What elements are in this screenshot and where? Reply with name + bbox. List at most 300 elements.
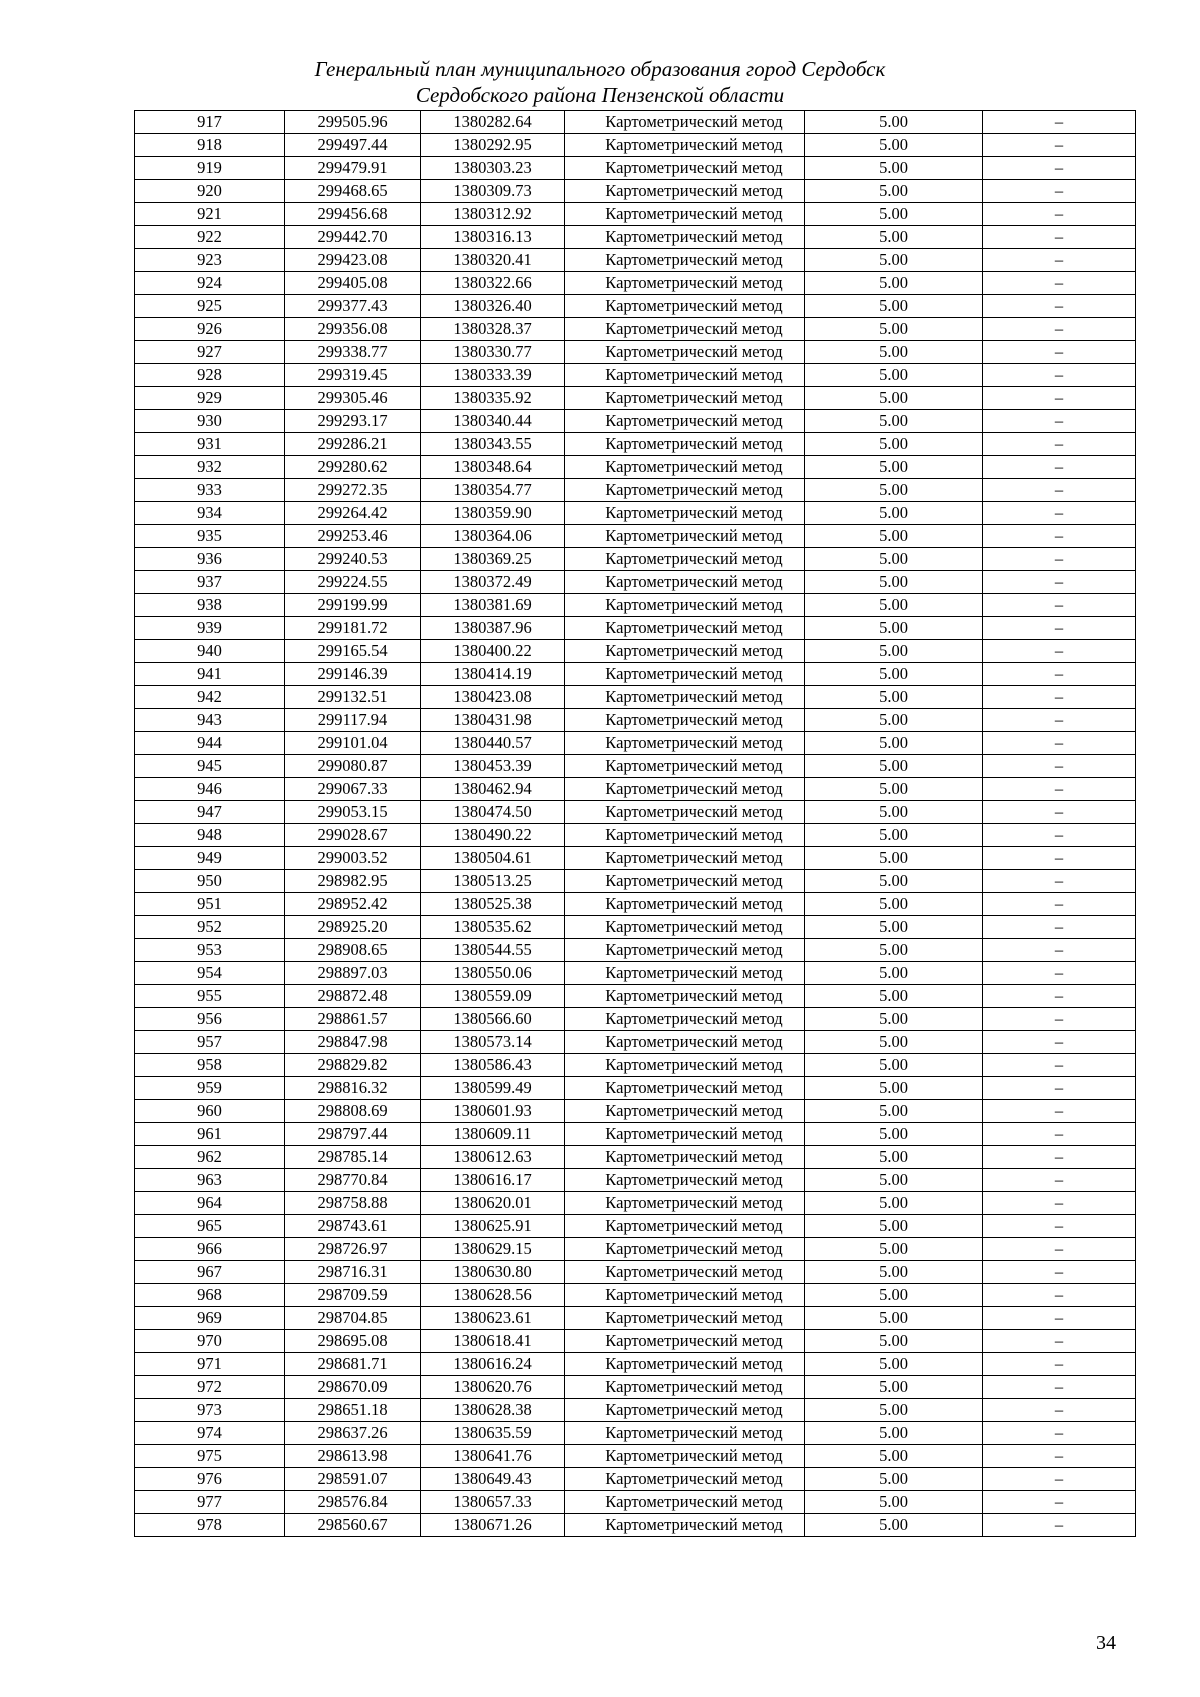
note-cell: – <box>983 1307 1136 1330</box>
note-cell: – <box>983 1100 1136 1123</box>
table-row <box>135 1422 1136 1445</box>
point-number-cell: 923 <box>135 249 285 272</box>
table-row <box>135 1100 1136 1123</box>
point-number-cell: 938 <box>135 594 285 617</box>
y-coordinate-cell: 1380330.77 <box>421 341 565 364</box>
table-row <box>135 1514 1136 1537</box>
header-title-line1: Генеральный план муниципального образования город Сердобск <box>314 57 886 81</box>
accuracy-cell: 5.00 <box>805 479 983 502</box>
note-cell: – <box>983 1491 1136 1514</box>
accuracy-cell: 5.00 <box>805 1422 983 1445</box>
note-cell: – <box>983 985 1136 1008</box>
note-cell: – <box>983 1215 1136 1238</box>
point-number-cell: 962 <box>135 1146 285 1169</box>
method-cell: Картометрический метод <box>565 1238 805 1261</box>
table-row <box>135 594 1136 617</box>
accuracy-cell: 5.00 <box>805 686 983 709</box>
y-coordinate-cell: 1380635.59 <box>421 1422 565 1445</box>
x-coordinate-cell: 298695.08 <box>285 1330 421 1353</box>
note-cell: – <box>983 617 1136 640</box>
table-row <box>135 686 1136 709</box>
y-coordinate-cell: 1380322.66 <box>421 272 565 295</box>
table-row <box>135 1146 1136 1169</box>
table-row <box>135 824 1136 847</box>
point-number-cell: 944 <box>135 732 285 755</box>
accuracy-cell: 5.00 <box>805 456 983 479</box>
method-cell: Картометрический метод <box>565 525 805 548</box>
note-cell: – <box>983 1353 1136 1376</box>
method-cell: Картометрический метод <box>565 640 805 663</box>
x-coordinate-cell: 299423.08 <box>285 249 421 272</box>
accuracy-cell: 5.00 <box>805 571 983 594</box>
method-cell: Картометрический метод <box>565 755 805 778</box>
point-number-cell: 961 <box>135 1123 285 1146</box>
method-cell: Картометрический метод <box>565 318 805 341</box>
note-cell: – <box>983 732 1136 755</box>
point-number-cell: 926 <box>135 318 285 341</box>
table-row <box>135 709 1136 732</box>
table-row <box>135 203 1136 226</box>
point-number-cell: 949 <box>135 847 285 870</box>
accuracy-cell: 5.00 <box>805 433 983 456</box>
y-coordinate-cell: 1380618.41 <box>421 1330 565 1353</box>
note-cell: – <box>983 1468 1136 1491</box>
method-cell: Картометрический метод <box>565 1054 805 1077</box>
y-coordinate-cell: 1380544.55 <box>421 939 565 962</box>
note-cell: – <box>983 1238 1136 1261</box>
y-coordinate-cell: 1380414.19 <box>421 663 565 686</box>
x-coordinate-cell: 299146.39 <box>285 663 421 686</box>
table-row <box>135 1169 1136 1192</box>
method-cell: Картометрический метод <box>565 180 805 203</box>
point-number-cell: 952 <box>135 916 285 939</box>
x-coordinate-cell: 299356.08 <box>285 318 421 341</box>
method-cell: Картометрический метод <box>565 1330 805 1353</box>
table-row <box>135 456 1136 479</box>
table-row <box>135 617 1136 640</box>
point-number-cell: 957 <box>135 1031 285 1054</box>
accuracy-cell: 5.00 <box>805 1399 983 1422</box>
y-coordinate-cell: 1380340.44 <box>421 410 565 433</box>
method-cell: Картометрический метод <box>565 1353 805 1376</box>
x-coordinate-cell: 299253.46 <box>285 525 421 548</box>
table-row <box>135 1284 1136 1307</box>
y-coordinate-cell: 1380630.80 <box>421 1261 565 1284</box>
method-cell: Картометрический метод <box>565 1399 805 1422</box>
method-cell: Картометрический метод <box>565 364 805 387</box>
x-coordinate-cell: 298952.42 <box>285 893 421 916</box>
note-cell: – <box>983 824 1136 847</box>
method-cell: Картометрический метод <box>565 1468 805 1491</box>
table-row <box>135 939 1136 962</box>
y-coordinate-cell: 1380335.92 <box>421 387 565 410</box>
accuracy-cell: 5.00 <box>805 364 983 387</box>
note-cell: – <box>983 663 1136 686</box>
table-row <box>135 1261 1136 1284</box>
method-cell: Картометрический метод <box>565 249 805 272</box>
x-coordinate-cell: 298613.98 <box>285 1445 421 1468</box>
accuracy-cell: 5.00 <box>805 525 983 548</box>
y-coordinate-cell: 1380333.39 <box>421 364 565 387</box>
accuracy-cell: 5.00 <box>805 778 983 801</box>
method-cell: Картометрический метод <box>565 387 805 410</box>
y-coordinate-cell: 1380671.26 <box>421 1514 565 1537</box>
y-coordinate-cell: 1380616.24 <box>421 1353 565 1376</box>
accuracy-cell: 5.00 <box>805 134 983 157</box>
x-coordinate-cell: 298743.61 <box>285 1215 421 1238</box>
accuracy-cell: 5.00 <box>805 1376 983 1399</box>
note-cell: – <box>983 364 1136 387</box>
point-number-cell: 943 <box>135 709 285 732</box>
x-coordinate-cell: 298670.09 <box>285 1376 421 1399</box>
point-number-cell: 924 <box>135 272 285 295</box>
table-row <box>135 226 1136 249</box>
table-row <box>135 755 1136 778</box>
note-cell: – <box>983 1146 1136 1169</box>
method-cell: Картометрический метод <box>565 548 805 571</box>
table-row <box>135 1307 1136 1330</box>
point-number-cell: 960 <box>135 1100 285 1123</box>
x-coordinate-cell: 298651.18 <box>285 1399 421 1422</box>
note-cell: – <box>983 1284 1136 1307</box>
x-coordinate-cell: 298808.69 <box>285 1100 421 1123</box>
accuracy-cell: 5.00 <box>805 824 983 847</box>
table-row <box>135 249 1136 272</box>
point-number-cell: 966 <box>135 1238 285 1261</box>
note-cell: – <box>983 686 1136 709</box>
accuracy-cell: 5.00 <box>805 1238 983 1261</box>
accuracy-cell: 5.00 <box>805 295 983 318</box>
note-cell: – <box>983 548 1136 571</box>
method-cell: Картометрический метод <box>565 686 805 709</box>
note-cell: – <box>983 893 1136 916</box>
point-number-cell: 928 <box>135 364 285 387</box>
note-cell: – <box>983 1445 1136 1468</box>
point-number-cell: 936 <box>135 548 285 571</box>
x-coordinate-cell: 299293.17 <box>285 410 421 433</box>
note-cell: – <box>983 1169 1136 1192</box>
point-number-cell: 925 <box>135 295 285 318</box>
note-cell: – <box>983 1376 1136 1399</box>
x-coordinate-cell: 298797.44 <box>285 1123 421 1146</box>
accuracy-cell: 5.00 <box>805 801 983 824</box>
table-row <box>135 548 1136 571</box>
x-coordinate-cell: 298785.14 <box>285 1146 421 1169</box>
method-cell: Картометрический метод <box>565 709 805 732</box>
point-number-cell: 953 <box>135 939 285 962</box>
x-coordinate-cell: 299272.35 <box>285 479 421 502</box>
note-cell: – <box>983 295 1136 318</box>
method-cell: Картометрический метод <box>565 663 805 686</box>
note-cell: – <box>983 778 1136 801</box>
accuracy-cell: 5.00 <box>805 1100 983 1123</box>
x-coordinate-cell: 298716.31 <box>285 1261 421 1284</box>
table-row <box>135 962 1136 985</box>
y-coordinate-cell: 1380372.49 <box>421 571 565 594</box>
x-coordinate-cell: 298925.20 <box>285 916 421 939</box>
note-cell: – <box>983 318 1136 341</box>
method-cell: Картометрический метод <box>565 1192 805 1215</box>
table-row <box>135 410 1136 433</box>
note-cell: – <box>983 1422 1136 1445</box>
table-row <box>135 295 1136 318</box>
note-cell: – <box>983 111 1136 134</box>
method-cell: Картометрический метод <box>565 778 805 801</box>
y-coordinate-cell: 1380586.43 <box>421 1054 565 1077</box>
accuracy-cell: 5.00 <box>805 1169 983 1192</box>
note-cell: – <box>983 640 1136 663</box>
x-coordinate-cell: 298816.32 <box>285 1077 421 1100</box>
y-coordinate-cell: 1380620.01 <box>421 1192 565 1215</box>
table-row <box>135 111 1136 134</box>
table-row <box>135 341 1136 364</box>
y-coordinate-cell: 1380348.64 <box>421 456 565 479</box>
x-coordinate-cell: 298758.88 <box>285 1192 421 1215</box>
point-number-cell: 946 <box>135 778 285 801</box>
y-coordinate-cell: 1380657.33 <box>421 1491 565 1514</box>
accuracy-cell: 5.00 <box>805 1330 983 1353</box>
y-coordinate-cell: 1380616.17 <box>421 1169 565 1192</box>
method-cell: Картометрический метод <box>565 1008 805 1031</box>
accuracy-cell: 5.00 <box>805 663 983 686</box>
method-cell: Картометрический метод <box>565 272 805 295</box>
note-cell: – <box>983 1330 1136 1353</box>
point-number-cell: 921 <box>135 203 285 226</box>
accuracy-cell: 5.00 <box>805 640 983 663</box>
accuracy-cell: 5.00 <box>805 226 983 249</box>
x-coordinate-cell: 298591.07 <box>285 1468 421 1491</box>
point-number-cell: 947 <box>135 801 285 824</box>
y-coordinate-cell: 1380309.73 <box>421 180 565 203</box>
x-coordinate-cell: 299305.46 <box>285 387 421 410</box>
method-cell: Картометрический метод <box>565 1307 805 1330</box>
accuracy-cell: 5.00 <box>805 1031 983 1054</box>
accuracy-cell: 5.00 <box>805 962 983 985</box>
y-coordinate-cell: 1380623.61 <box>421 1307 565 1330</box>
method-cell: Картометрический метод <box>565 617 805 640</box>
table-row <box>135 525 1136 548</box>
note-cell: – <box>983 341 1136 364</box>
method-cell: Картометрический метод <box>565 801 805 824</box>
point-number-cell: 977 <box>135 1491 285 1514</box>
x-coordinate-cell: 299505.96 <box>285 111 421 134</box>
accuracy-cell: 5.00 <box>805 272 983 295</box>
accuracy-cell: 5.00 <box>805 203 983 226</box>
y-coordinate-cell: 1380620.76 <box>421 1376 565 1399</box>
table-row <box>135 364 1136 387</box>
y-coordinate-cell: 1380601.93 <box>421 1100 565 1123</box>
table-row <box>135 732 1136 755</box>
point-number-cell: 918 <box>135 134 285 157</box>
note-cell: – <box>983 847 1136 870</box>
note-cell: – <box>983 1008 1136 1031</box>
y-coordinate-cell: 1380504.61 <box>421 847 565 870</box>
table-row <box>135 157 1136 180</box>
x-coordinate-cell: 299479.91 <box>285 157 421 180</box>
table-row <box>135 387 1136 410</box>
accuracy-cell: 5.00 <box>805 985 983 1008</box>
table-row <box>135 985 1136 1008</box>
method-cell: Картометрический метод <box>565 1031 805 1054</box>
point-number-cell: 922 <box>135 226 285 249</box>
table-row <box>135 571 1136 594</box>
point-number-cell: 958 <box>135 1054 285 1077</box>
x-coordinate-cell: 299319.45 <box>285 364 421 387</box>
method-cell: Картометрический метод <box>565 1514 805 1537</box>
point-number-cell: 955 <box>135 985 285 1008</box>
table-row <box>135 272 1136 295</box>
table-row <box>135 847 1136 870</box>
table-row <box>135 778 1136 801</box>
accuracy-cell: 5.00 <box>805 1008 983 1031</box>
y-coordinate-cell: 1380566.60 <box>421 1008 565 1031</box>
x-coordinate-cell: 299497.44 <box>285 134 421 157</box>
method-cell: Картометрический метод <box>565 1445 805 1468</box>
point-number-cell: 929 <box>135 387 285 410</box>
accuracy-cell: 5.00 <box>805 1307 983 1330</box>
point-number-cell: 978 <box>135 1514 285 1537</box>
y-coordinate-cell: 1380381.69 <box>421 594 565 617</box>
method-cell: Картометрический метод <box>565 939 805 962</box>
point-number-cell: 951 <box>135 893 285 916</box>
point-number-cell: 917 <box>135 111 285 134</box>
accuracy-cell: 5.00 <box>805 318 983 341</box>
point-number-cell: 945 <box>135 755 285 778</box>
accuracy-cell: 5.00 <box>805 847 983 870</box>
method-cell: Картометрический метод <box>565 203 805 226</box>
table-row <box>135 893 1136 916</box>
accuracy-cell: 5.00 <box>805 387 983 410</box>
accuracy-cell: 5.00 <box>805 1261 983 1284</box>
method-cell: Картометрический метод <box>565 962 805 985</box>
method-cell: Картометрический метод <box>565 1100 805 1123</box>
point-number-cell: 973 <box>135 1399 285 1422</box>
table-row <box>135 134 1136 157</box>
point-number-cell: 919 <box>135 157 285 180</box>
table-row <box>135 318 1136 341</box>
point-number-cell: 959 <box>135 1077 285 1100</box>
y-coordinate-cell: 1380354.77 <box>421 479 565 502</box>
table-row <box>135 640 1136 663</box>
accuracy-cell: 5.00 <box>805 709 983 732</box>
y-coordinate-cell: 1380387.96 <box>421 617 565 640</box>
point-number-cell: 920 <box>135 180 285 203</box>
x-coordinate-cell: 298704.85 <box>285 1307 421 1330</box>
y-coordinate-cell: 1380423.08 <box>421 686 565 709</box>
point-number-cell: 940 <box>135 640 285 663</box>
point-number-cell: 935 <box>135 525 285 548</box>
y-coordinate-cell: 1380343.55 <box>421 433 565 456</box>
table-row <box>135 180 1136 203</box>
x-coordinate-cell: 299080.87 <box>285 755 421 778</box>
method-cell: Картометрический метод <box>565 1123 805 1146</box>
method-cell: Картометрический метод <box>565 295 805 318</box>
x-coordinate-cell: 299199.99 <box>285 594 421 617</box>
y-coordinate-cell: 1380649.43 <box>421 1468 565 1491</box>
accuracy-cell: 5.00 <box>805 341 983 364</box>
accuracy-cell: 5.00 <box>805 916 983 939</box>
method-cell: Картометрический метод <box>565 893 805 916</box>
x-coordinate-cell: 299442.70 <box>285 226 421 249</box>
method-cell: Картометрический метод <box>565 502 805 525</box>
table-row <box>135 479 1136 502</box>
note-cell: – <box>983 962 1136 985</box>
x-coordinate-cell: 298770.84 <box>285 1169 421 1192</box>
table-row <box>135 1330 1136 1353</box>
x-coordinate-cell: 298726.97 <box>285 1238 421 1261</box>
method-cell: Картометрический метод <box>565 341 805 364</box>
table-row <box>135 1031 1136 1054</box>
point-number-cell: 927 <box>135 341 285 364</box>
y-coordinate-cell: 1380513.25 <box>421 870 565 893</box>
accuracy-cell: 5.00 <box>805 1146 983 1169</box>
point-number-cell: 930 <box>135 410 285 433</box>
point-number-cell: 937 <box>135 571 285 594</box>
y-coordinate-cell: 1380641.76 <box>421 1445 565 1468</box>
point-number-cell: 967 <box>135 1261 285 1284</box>
accuracy-cell: 5.00 <box>805 1353 983 1376</box>
method-cell: Картометрический метод <box>565 1215 805 1238</box>
point-number-cell: 950 <box>135 870 285 893</box>
x-coordinate-cell: 298637.26 <box>285 1422 421 1445</box>
y-coordinate-cell: 1380462.94 <box>421 778 565 801</box>
point-number-cell: 968 <box>135 1284 285 1307</box>
x-coordinate-cell: 299132.51 <box>285 686 421 709</box>
table-row <box>135 663 1136 686</box>
x-coordinate-cell: 298709.59 <box>285 1284 421 1307</box>
point-number-cell: 933 <box>135 479 285 502</box>
x-coordinate-cell: 299468.65 <box>285 180 421 203</box>
point-number-cell: 971 <box>135 1353 285 1376</box>
x-coordinate-cell: 299264.42 <box>285 502 421 525</box>
method-cell: Картометрический метод <box>565 870 805 893</box>
accuracy-cell: 5.00 <box>805 893 983 916</box>
note-cell: – <box>983 387 1136 410</box>
accuracy-cell: 5.00 <box>805 1123 983 1146</box>
coordinates-table-body <box>135 111 1136 1537</box>
x-coordinate-cell: 299067.33 <box>285 778 421 801</box>
note-cell: – <box>983 1399 1136 1422</box>
y-coordinate-cell: 1380628.38 <box>421 1399 565 1422</box>
note-cell: – <box>983 433 1136 456</box>
accuracy-cell: 5.00 <box>805 502 983 525</box>
y-coordinate-cell: 1380440.57 <box>421 732 565 755</box>
table-row <box>135 1008 1136 1031</box>
y-coordinate-cell: 1380629.15 <box>421 1238 565 1261</box>
y-coordinate-cell: 1380612.63 <box>421 1146 565 1169</box>
note-cell: – <box>983 502 1136 525</box>
table-row <box>135 1399 1136 1422</box>
table-row <box>135 433 1136 456</box>
y-coordinate-cell: 1380628.56 <box>421 1284 565 1307</box>
method-cell: Картометрический метод <box>565 111 805 134</box>
x-coordinate-cell: 298576.84 <box>285 1491 421 1514</box>
y-coordinate-cell: 1380326.40 <box>421 295 565 318</box>
table-row <box>135 1054 1136 1077</box>
method-cell: Картометрический метод <box>565 916 805 939</box>
method-cell: Картометрический метод <box>565 571 805 594</box>
method-cell: Картометрический метод <box>565 1261 805 1284</box>
table-row <box>135 1376 1136 1399</box>
point-number-cell: 939 <box>135 617 285 640</box>
point-number-cell: 932 <box>135 456 285 479</box>
note-cell: – <box>983 203 1136 226</box>
accuracy-cell: 5.00 <box>805 111 983 134</box>
x-coordinate-cell: 298829.82 <box>285 1054 421 1077</box>
y-coordinate-cell: 1380559.09 <box>421 985 565 1008</box>
y-coordinate-cell: 1380303.23 <box>421 157 565 180</box>
note-cell: – <box>983 801 1136 824</box>
